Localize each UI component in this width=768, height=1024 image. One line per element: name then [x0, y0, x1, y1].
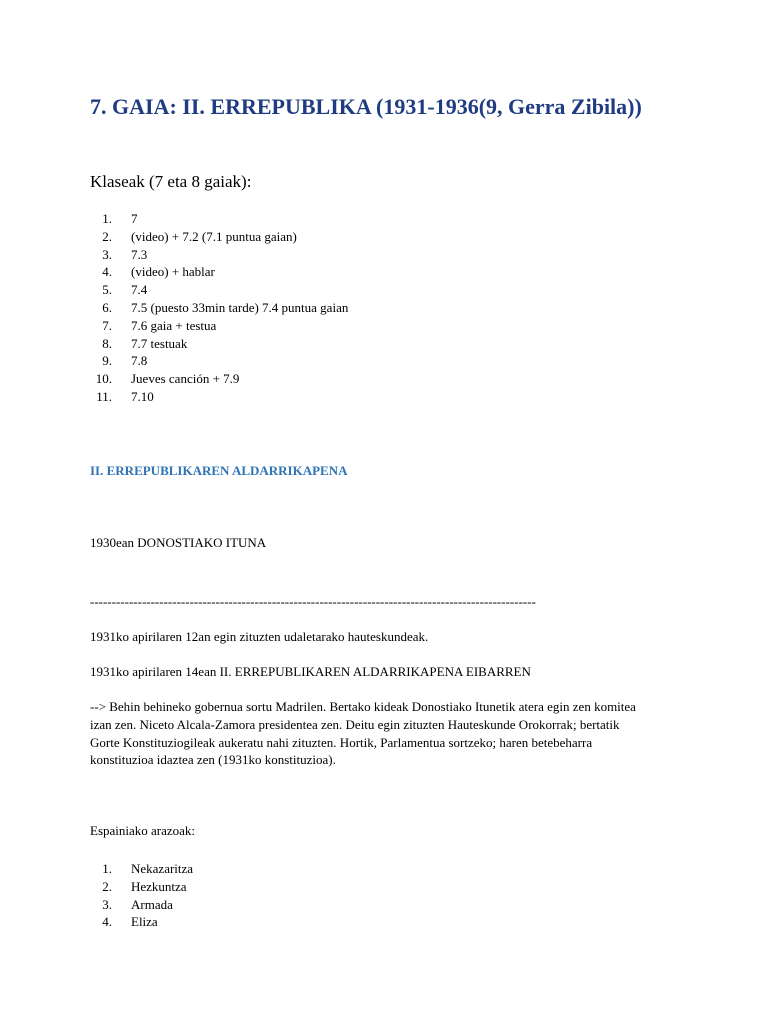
list-item [90, 913, 193, 931]
classes-list [90, 210, 348, 406]
list-item-text: 7.10 [131, 388, 154, 404]
list-item [90, 370, 348, 388]
list-item [90, 335, 348, 353]
list-item-text: (video) + hablar [131, 264, 215, 280]
list-item-number: 5. [102, 282, 112, 298]
list-item-text: 7.6 gaia + testua [131, 317, 217, 333]
pact-line: 1930ean DONOSTIAKO ITUNA [90, 535, 267, 550]
list-item-number: 4. [102, 914, 112, 930]
paragraph-line: izan zen. Niceto Alcala-Zamora presidentea zen. Deitu egin zituzten Hauteskunde Orokorrak; bertatik [90, 716, 620, 732]
list-item [90, 896, 193, 914]
list-item-number: 1. [102, 211, 112, 226]
list-item-text: Eliza [131, 914, 158, 930]
list-item [90, 878, 193, 896]
list-item-text: 7 [131, 211, 138, 226]
paragraph-line: konstituzioa idaztea zen (1931ko konstituzioa). [90, 752, 336, 768]
list-item [90, 299, 348, 317]
list-item-number: 6. [102, 299, 112, 315]
list-item-number: 9. [102, 353, 112, 369]
section-heading: II. ERREPUBLIKAREN ALDARRIKAPENA [90, 463, 348, 478]
list-item-text: 7.5 (puesto 33min tarde) 7.4 puntua gaian [131, 299, 349, 315]
document-title: 7. GAIA: II. ERREPUBLIKA (1931-1936(9, Gerra Zibila)) [90, 94, 642, 119]
list-item-text: Armada [131, 896, 173, 912]
list-item [90, 388, 348, 406]
list-item-number: 7. [102, 317, 112, 333]
list-item-text: (video) + 7.2 (7.1 puntua gaian) [131, 228, 297, 244]
classes-heading: Klaseak (7 eta 8 gaiak): [90, 172, 252, 191]
list-item-text: Hezkuntza [131, 878, 187, 894]
list-item [90, 210, 348, 228]
paragraph-line: --> Behin behineko gobernua sortu Madrilen. Bertako kideak Donostiako Itunetik atera egin zen komitea [90, 699, 636, 714]
list-item-number: 4. [102, 264, 112, 280]
list-item-number: 3. [102, 896, 112, 912]
problems-heading: Espainiako arazoak: [90, 823, 196, 838]
list-item-text: 7.7 testuak [131, 335, 188, 351]
list-item-number: 8. [102, 335, 112, 351]
list-item [90, 228, 348, 246]
problems-list [90, 860, 193, 931]
list-item-text: Jueves canción + 7.9 [131, 371, 240, 387]
list-item-number: 1. [102, 861, 112, 876]
list-item-number: 2. [102, 228, 112, 244]
list-item [90, 317, 348, 335]
list-item-text: 7.8 [131, 353, 148, 369]
list-item-number: 11. [96, 388, 112, 404]
list-item [90, 263, 348, 281]
list-item-number: 10. [95, 371, 112, 387]
government-paragraph [90, 698, 690, 769]
list-item [90, 860, 193, 878]
list-item [90, 281, 348, 299]
elections-line: 1931ko apirilaren 12an egin zituzten udaletarako hauteskundeak. [90, 629, 429, 644]
separator-line: ------------------------------------------------------------------------------------------------------- [90, 594, 536, 609]
list-item-number: 3. [102, 246, 112, 262]
list-item-number: 2. [102, 878, 112, 894]
list-item [90, 246, 348, 264]
list-item-text: 7.4 [131, 282, 148, 298]
paragraph-line: Gorte Konstituziogileak aukeratu nahi zituzten. Hortik, Parlamentua sortzeko; haren betebeharra [90, 734, 593, 750]
proclamation-line: 1931ko apirilaren 14ean II. ERREPUBLIKAREN ALDARRIKAPENA EIBARREN [90, 664, 531, 679]
list-item-text: 7.3 [131, 246, 148, 262]
list-item [90, 352, 348, 370]
list-item-text: Nekazaritza [131, 861, 194, 876]
